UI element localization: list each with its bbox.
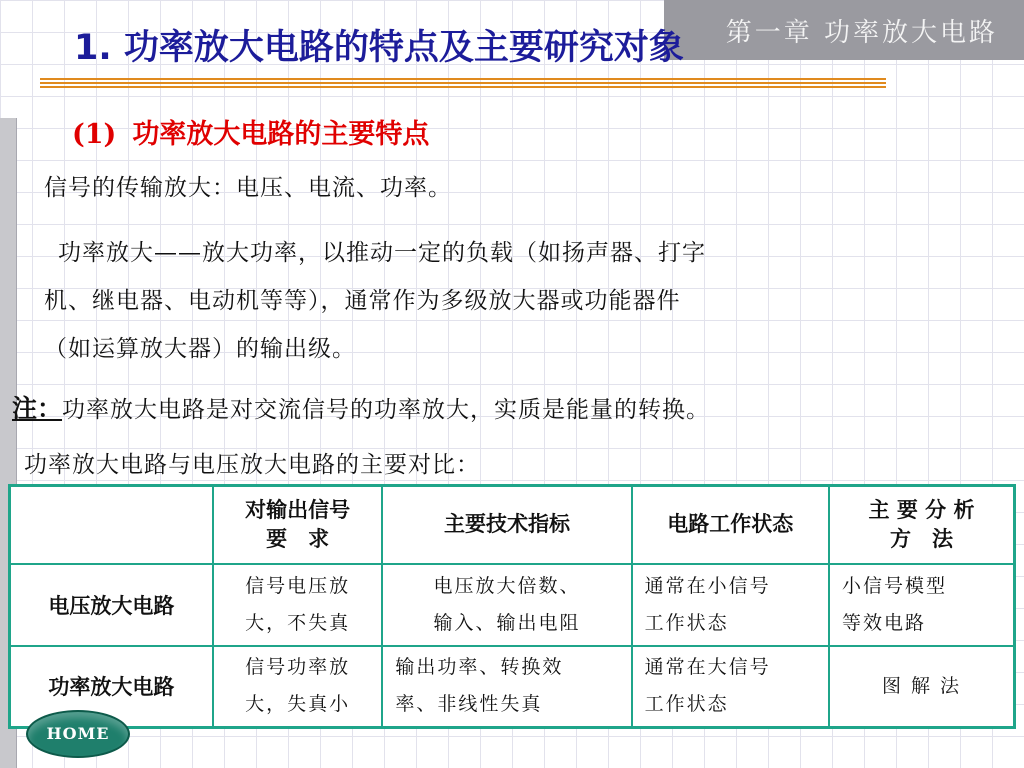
header-corner-cell xyxy=(10,486,213,564)
title-underline xyxy=(40,78,886,89)
header-working-state: 电路工作状态 xyxy=(632,486,829,564)
note-line xyxy=(12,389,710,425)
table-cell: 图 解 法 xyxy=(829,646,1015,728)
header-output-requirement: 对输出信号 要 求 xyxy=(213,486,383,564)
table-row xyxy=(10,564,1015,646)
section-heading-text: 功率放大电路的主要特点 xyxy=(132,119,430,150)
note-label: 注： xyxy=(12,394,63,423)
paragraph-power-amp-line1: 功率放大——放大功率，以推动一定的负载（如扬声器、打字 xyxy=(58,240,706,266)
table-cell: 小信号模型 等效电路 xyxy=(829,564,1015,646)
row-label-voltage-amp: 电压放大电路 xyxy=(10,564,213,646)
table-cell: 通常在大信号 工作状态 xyxy=(632,646,829,728)
note-text: 功率放大电路是对交流信号的功率放大，实质是能量的转换。 xyxy=(62,397,711,423)
paragraph-signal-transmission: 信号的传输放大：电压、电流、功率。 xyxy=(44,175,452,201)
table-cell: 电压放大倍数、 输入、输出电阻 xyxy=(382,564,631,646)
home-button[interactable]: HOME xyxy=(26,710,130,758)
section-heading xyxy=(72,112,429,151)
table-cell: 通常在小信号 工作状态 xyxy=(632,564,829,646)
table-cell: 信号功率放 大，失真小 xyxy=(213,646,383,728)
table-cell: 输出功率、转换效 率、非线性失真 xyxy=(382,646,631,728)
table-cell: 信号电压放 大，不失真 xyxy=(213,564,383,646)
page-title xyxy=(74,20,684,70)
row-label-power-amp: 功率放大电路 xyxy=(10,646,213,728)
paragraph-power-amp-line2: 机、继电器、电动机等等），通常作为多级放大器或功能器件 xyxy=(44,288,681,314)
header-tech-indicators: 主要技术指标 xyxy=(382,486,631,564)
chapter-banner: 第一章 功率放大电路 xyxy=(664,0,1024,60)
table-row xyxy=(10,646,1015,728)
comparison-table xyxy=(8,484,1016,729)
table-header-row xyxy=(10,486,1015,564)
paragraph-power-amp-line3: （如运算放大器）的输出级。 xyxy=(44,336,356,362)
title-number: 1. xyxy=(74,28,112,68)
header-analysis-method: 主 要 分 析 方 法 xyxy=(829,486,1015,564)
title-text: 功率放大电路的特点及主要研究对象 xyxy=(123,28,684,68)
section-number: (1) xyxy=(72,119,117,150)
comparison-intro: 功率放大电路与电压放大电路的主要对比： xyxy=(24,452,480,478)
